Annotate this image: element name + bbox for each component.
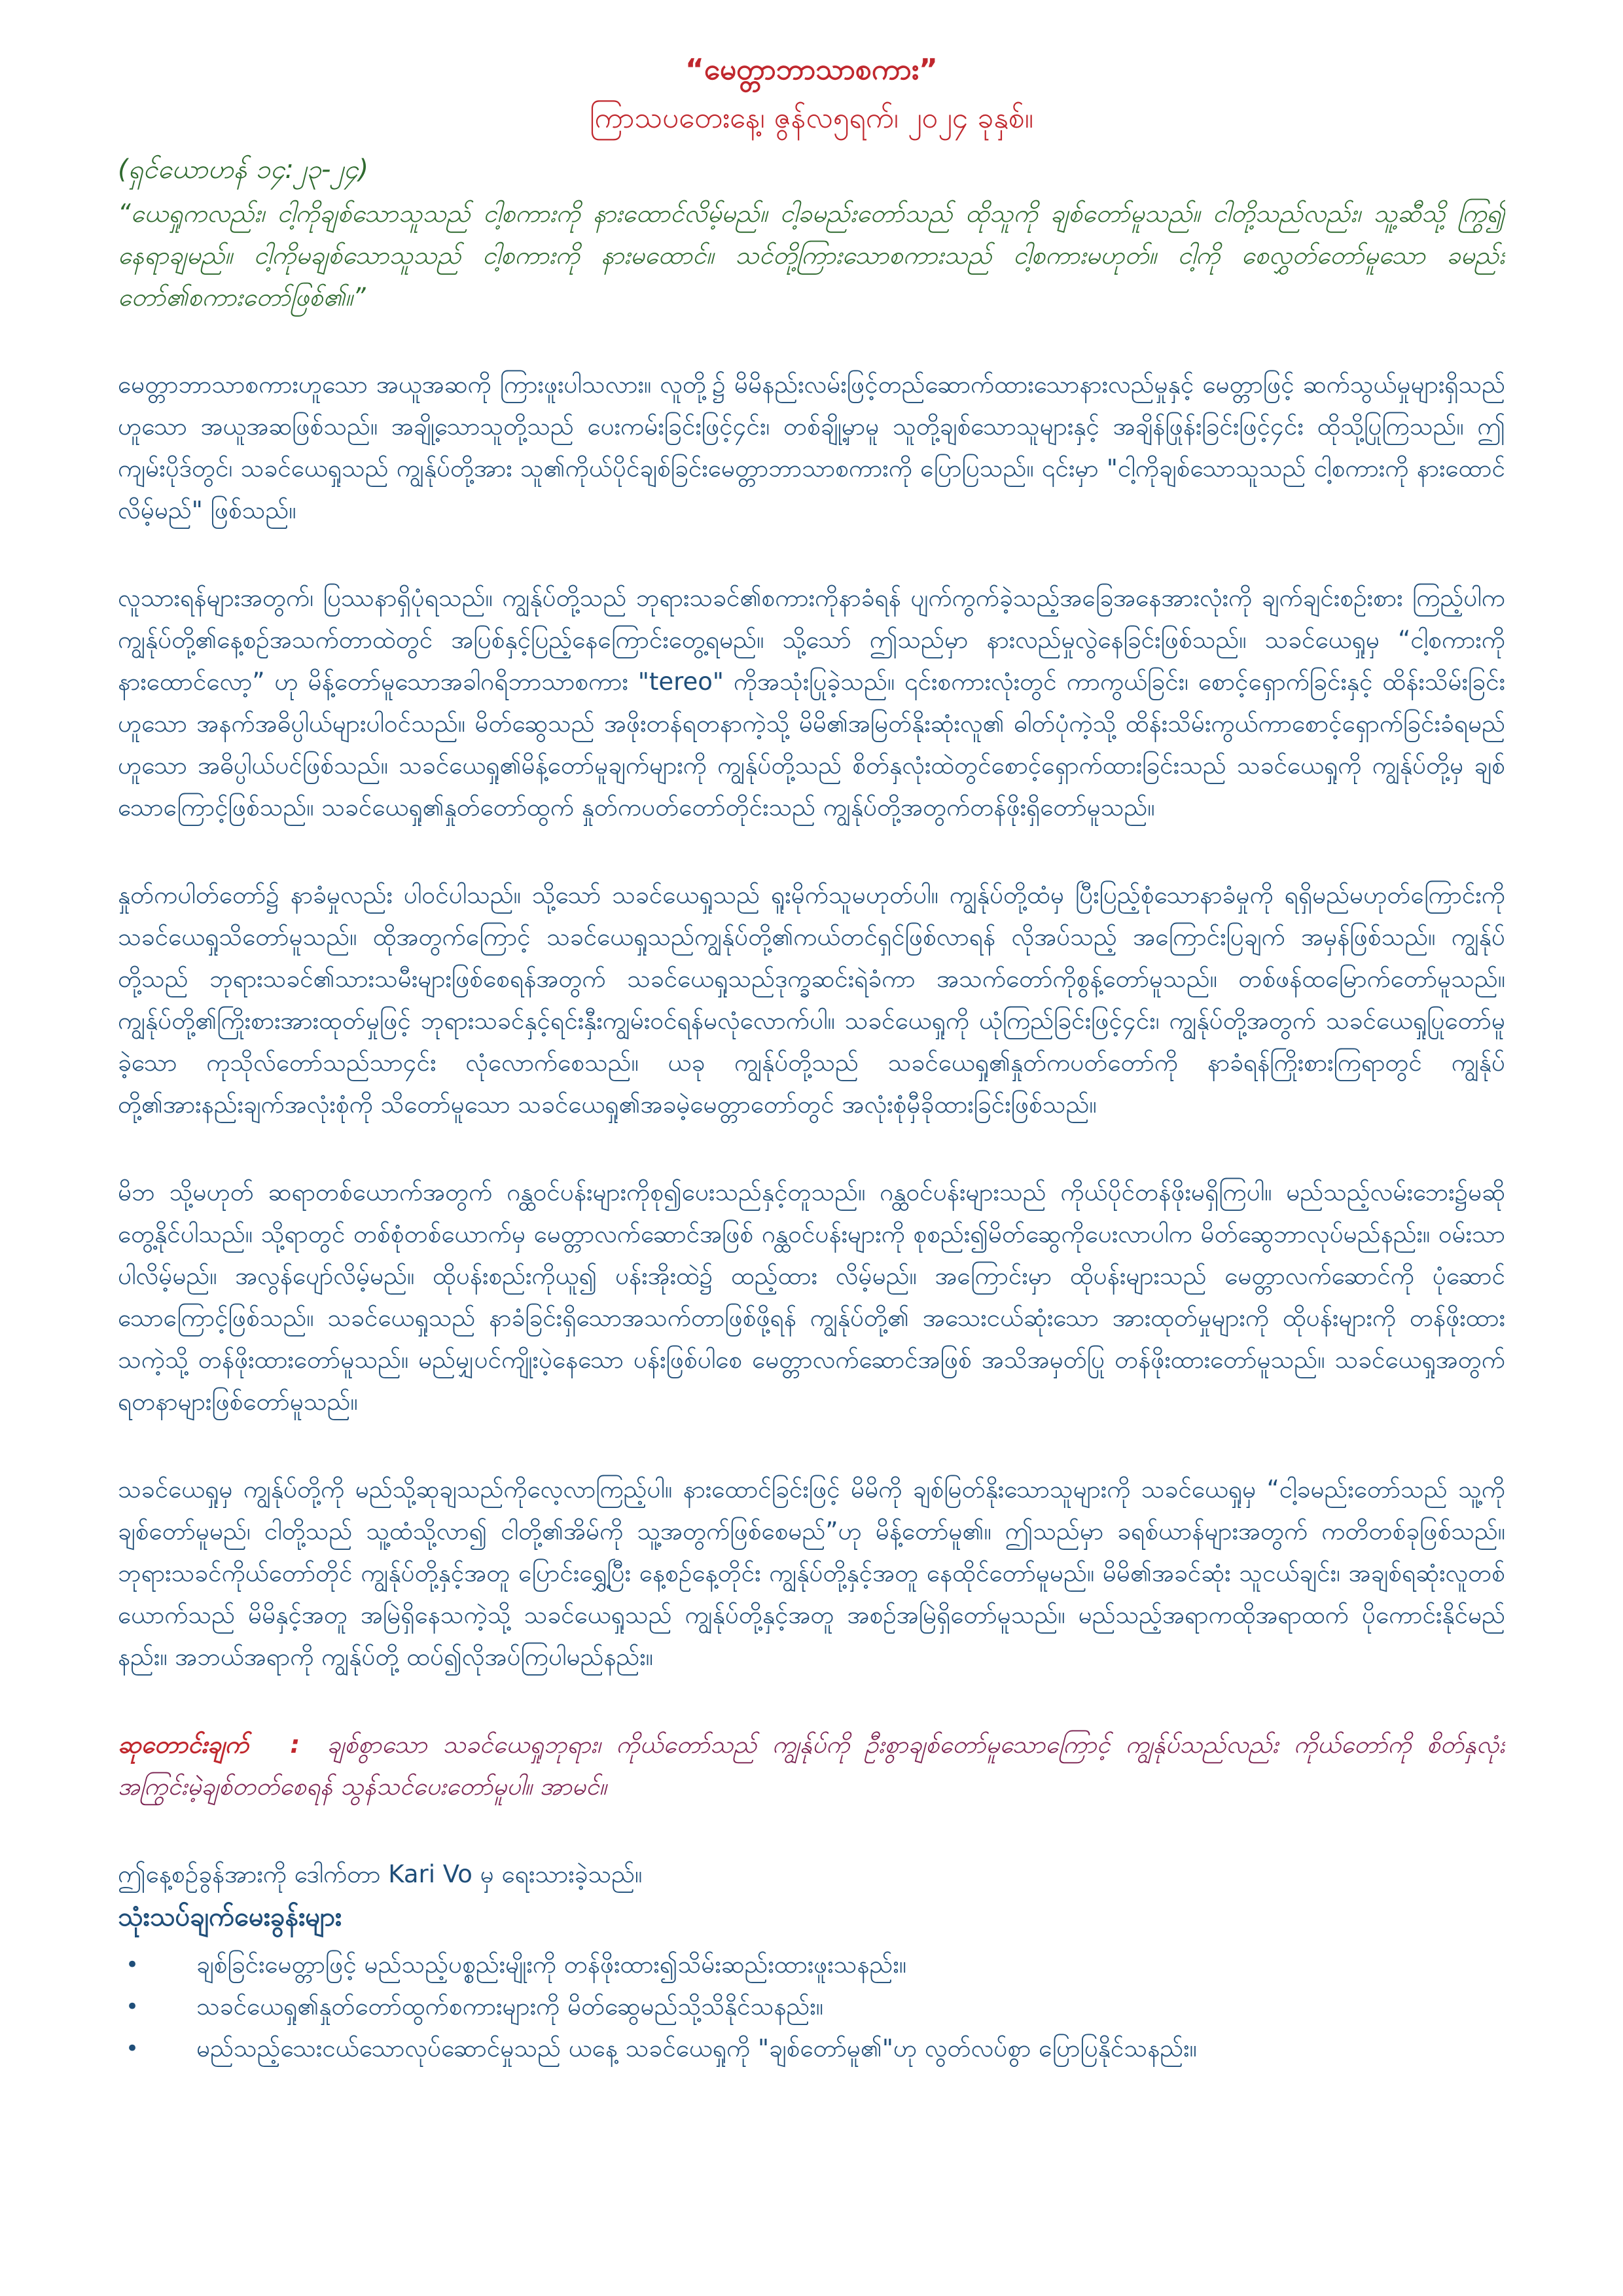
prayer-separator: : <box>290 1731 300 1759</box>
date-line: ကြာသပတေးနေ့၊ ဇွန်လ၅ရက်၊ ၂၀၂၄ ခုနှစ်။ <box>589 101 1034 135</box>
body-paragraph-5: သခင်ယေရှုမှ ကျွန်ုပ်တို့ကို မည်သို့ဆုချသည်ကိုလေ့လာကြည့်ပါ။ နားထောင်ခြင်းဖြင့် မိမိကို ချစ်မြတ်နိုးသောသူများကို သခင်ယေရှုမှ “ငါ့ခမည်းတော်သည် သူ့ကို ချစ်တော်မူမည်၊ ငါတို့သည် သူ့ထံသို့လာ၍ ငါတို့၏အိမ်ကို သူ့အတွက်ဖြစ်စေမည်”ဟု မိန့်တော်မူ၏။ ဤသည်မှာ ခရစ်ယာန်များအတွက် ကတိတစ်ခုဖြစ်သည်။ ဘုရားသခင်ကိုယ်တော်တိုင် ကျွန်ုပ်တို့နှင့်အတူ ပြောင်းရွှေ့ပြီး နေ့စဉ်နေ့တိုင်း ကျွန်ုပ်တို့နှင့်အတူ နေထိုင်တော်မူမည်။ မိမိ၏အခင်ဆုံး သူငယ်ချင်း၊ အချစ်ရဆုံးလူတစ်ယောက်သည် မိမိနှင့်အတူ အမြဲရှိနေသကဲ့သို့ သခင်ယေရှုသည် ကျွန်ုပ်တို့နှင့်အတူ အစဉ်အမြဲရှိတော်မူသည်။ မည်သည့်အရာကထိုအရာထက် ပိုကောင်းနိုင်မည်နည်း။ အဘယ်အရာကို ကျွန်ုပ်တို့ ထပ်၍လိုအပ်ကြပါမည်နည်း။ <box>118 1475 1505 1671</box>
page-title: “မေတ္တာဘာသာစကား” <box>685 53 938 86</box>
questions-list <box>118 1944 1505 2070</box>
question-item <box>118 1986 1505 2028</box>
bullet-icon: • <box>126 1994 139 2020</box>
body-paragraph-3: နှုတ်ကပါတ်တော်၌ နာခံမှုလည်း ပါဝင်ပါသည်။ သို့သော် သခင်ယေရှုသည် ရူးမိုက်သူမဟုတ်ပါ။ ကျွန်ုပ်တို့ထံမှ ပြီးပြည့်စုံသောနာခံမှုကို ရရှိမည်မဟုတ်ကြောင်းကို သခင်ယေရှုသိတော်မူသည်။ ထိုအတွက်ကြောင့် သခင်ယေရှုသည်ကျွန်ုပ်တို့၏ကယ်တင်ရှင်ဖြစ်လာရန် လိုအပ်သည့် အကြောင်းပြချက် အမှန်ဖြစ်သည်။ ကျွန်ုပ်တို့သည် ဘုရားသခင်၏သားသမီးများဖြစ်စေရန်အတွက် သခင်ယေရှုသည်ဒုက္ခဆင်းရဲခံကာ အသက်တော်ကိုစွန့်တော်မူသည်။ တစ်ဖန်ထမြောက်တော်မူသည်။ ကျွန်ုပ်တို့၏ကြိုးစားအားထုတ်မှုဖြင့် ဘုရားသခင်နှင့်ရင်းနှီးကျွမ်းဝင်ရန်မလုံလောက်ပါ။ သခင်ယေရှုကို ယုံကြည်ခြင်းဖြင့်၄င်း၊ ကျွန်ုပ်တို့အတွက် သခင်ယေရှုပြုတော်မူခဲ့သော ကုသိုလ်တော်သည်သာ၄င်း လုံလောက်စေသည်။ ယခု ကျွန်ုပ်တို့သည် သခင်ယေရှု၏နှုတ်ကပတ်တော်ကို နာခံရန်ကြိုးစားကြရာတွင် ကျွန်ုပ်တို့၏အားနည်းချက်အလုံးစုံကို သိတော်မူသော သခင်ယေရှု၏အခမဲ့မေတ္တာတော်တွင် အလုံးစုံမှီခိုထားခြင်းဖြစ်သည်။ <box>118 881 1505 1119</box>
questions-heading: သုံးသပ်ချက်မေးခွန်းများ <box>118 1902 342 1932</box>
prayer-label: ဆုတောင်းချက် <box>118 1731 249 1759</box>
question-item <box>118 2028 1505 2070</box>
bullet-icon: • <box>126 1952 139 1978</box>
prayer-text: ချစ်စွာသော သခင်ယေရှုဘုရား၊ ကိုယ်တော်သည် ကျွန်ုပ်ကို ဦးစွာချစ်တော်မူသောကြောင့် ကျွန်ုပ်သည်လည်း ကိုယ်တော်ကို စိတ်နှလုံးအကြွင်းမဲ့ချစ်တတ်စေရန် သွန်သင်ပေးတော်မူပါ။ အာမင်။ <box>118 1731 1505 1801</box>
devotional-page <box>118 46 1505 2271</box>
question-text: ချစ်ခြင်းမေတ္တာဖြင့် မည်သည့်ပစ္စည်းမျိုးကို တန်ဖိုးထား၍သိမ်းဆည်းထားဖူးသနည်း။ <box>196 1950 906 1979</box>
question-item <box>118 1944 1505 1986</box>
author-line: ဤနေ့စဉ်ခွန်အားကို ဒေါက်တာ Kari Vo မှ ရေးသားခဲ့သည်။ <box>118 1860 643 1888</box>
body-paragraph-1: မေတ္တာဘာသာစကားဟူသော အယူအဆကို ကြားဖူးပါသလား။ လူတို့၌ မိမိနည်းလမ်းဖြင့်တည်ဆောက်ထားသောနားလည်မှုနှင့် မေတ္တာဖြင့် ဆက်သွယ်မှုများရှိသည်ဟူသော အယူအဆဖြစ်သည်။ အချို့သောသူတို့သည် ပေးကမ်းခြင်းဖြင့်၄င်း၊ တစ်ချို့မှာမူ သူတို့ချစ်သောသူများနှင့် အချိန်ဖြုန်းခြင်းဖြင့်၄င်း ထိုသို့ပြုကြသည်။ ဤကျမ်းပိုဒ်တွင်၊ သခင်ယေရှုသည် ကျွန်ုပ်တို့အား သူ၏ကိုယ်ပိုင်ချစ်ခြင်းမေတ္တာဘာသာစကားကို ပြောပြသည်။ ၎င်းမှာ "ငါ့ကိုချစ်သောသူသည် ငါ့စကားကို နားထောင်လိမ့်မည်" ဖြစ်သည်။ <box>118 370 1505 524</box>
question-text: သခင်ယေရှု၏နှုတ်တော်ထွက်စကားများကို မိတ်ဆွေမည်သို့သိနိုင်သနည်း။ <box>196 1992 823 2020</box>
scripture-reference: (ရှင်ယောဟန် ၁၄:၂၃-၂၄) <box>118 154 369 185</box>
question-text: မည်သည့်သေးငယ်သောလုပ်ဆောင်မှုသည် ယနေ့ သခင်ယေရှုကို "ချစ်တော်မူ၏"ဟု လွတ်လပ်စွာ ပြောပြနိုင်သနည်း။ <box>196 2034 1197 2062</box>
body-paragraph-2: လူသားရန်များအတွက်၊ ပြဿနာရှိပုံရသည်။ ကျွန်ုပ်တို့သည် ဘုရားသခင်၏စကားကိုနာခံရန် ပျက်ကွက်ခဲ့သည့်အခြေအနေအားလုံးကို ချက်ချင်းစဉ်းစား ကြည့်ပါက ကျွန်ုပ်တို့၏နေ့စဉ်အသက်တာထဲတွင် အပြစ်နှင့်ပြည့်နေကြောင်းတွေ့ရမည်။ သို့သော် ဤသည်မှာ နားလည်မှုလွဲနေခြင်းဖြစ်သည်။ သခင်ယေရှုမှ “ငါ့စကားကို နားထောင်လော့” ဟု မိန့်တော်မူသောအခါဂရိဘာသာစကား "tereo" ကိုအသုံးပြုခဲ့သည်။ ၎င်းစကားလုံးတွင် ကာကွယ်ခြင်း၊ စောင့်ရှောက်ခြင်းနှင့် ထိန်းသိမ်းခြင်းဟူသော အနက်အဓိပ္ပါယ်များပါဝင်သည်။ မိတ်ဆွေသည် အဖိုးတန်ရတနာကဲ့သို့ မိမိ၏အမြတ်နိုးဆုံးလူ၏ ဓါတ်ပုံကဲ့သို့ ထိန်းသိမ်းကွယ်ကာစောင့်ရှောက်ခြင်းခံရမည်ဟူသော အဓိပ္ပါယ်ပင်ဖြစ်သည်။ သခင်ယေရှု၏မိန့်တော်မူချက်များကို ကျွန်ုပ်တို့သည် စိတ်နှလုံးထဲတွင်စောင့်ရှောက်ထားခြင်းသည် သခင်ယေရှုကို ကျွန်ုပ်တို့မှ ချစ်သောကြောင့်ဖြစ်သည်။ သခင်ယေရှု၏နှုတ်တော်ထွက် နှုတ်ကပတ်တော်တိုင်းသည် ကျွန်ုပ်တို့အတွက်တန်ဖိုးရှိတော်မူသည်။ <box>118 584 1505 821</box>
scripture-text: “ယေရှုကလည်း၊ ငါ့ကိုချစ်သောသူသည် ငါ့စကားကို နားထောင်လိမ့်မည်။ ငါ့ခမည်းတော်သည် ထိုသူကို ချစ်တော်မူသည်။ ငါတို့သည်လည်း၊ သူ့ဆီသို့ ကြွ၍ နေရာချမည်။ ငါ့ကိုမချစ်သောသူသည် ငါ့စကားကို နားမထောင်။ သင်တို့ကြားသောစကားသည် ငါ့စကားမဟုတ်။ ငါ့ကို စေလွှတ်တော်မူသော ခမည်းတော်၏စကားတော်ဖြစ်၏။” <box>118 199 1505 312</box>
body-paragraph-4: မိဘ သို့မဟုတ် ဆရာတစ်ယောက်အတွက် ဂန္ထဝင်ပန်းများကိုစု၍ပေးသည်နှင့်တူသည်။ ဂန္ထဝင်ပန်းများသည် ကိုယ်ပိုင်တန်ဖိုးမရှိကြပါ။ မည်သည့်လမ်းဘေး၌မဆို တွေ့နိုင်ပါသည်။ သို့ရာတွင် တစ်စုံတစ်ယောက်မှ မေတ္တာလက်ဆောင်အဖြစ် ဂန္ထဝင်ပန်းများကို စုစည်း၍မိတ်ဆွေကိုပေးလာပါက မိတ်ဆွေဘာလုပ်မည်နည်း။ ဝမ်းသာပါလိမ့်မည်။ အလွန်ပျော်လိမ့်မည်။ ထိုပန်းစည်းကိုယူ၍ ပန်းအိုးထဲ၌ ထည့်ထား လိမ့်မည်။ အကြောင်းမှာ ထိုပန်းများသည် မေတ္တာလက်ဆောင်ကို ပုံဆောင်သောကြောင့်ဖြစ်သည်။ သခင်ယေရှုသည် နာခံခြင်းရှိသောအသက်တာဖြစ်ဖို့ရန် ကျွန်ုပ်တို့၏ အသေးငယ်ဆုံးသော အားထုတ်မှုများကို ထိုပန်းများကို တန်ဖိုးထားသကဲ့သို့ တန်ဖိုးထားတော်မူသည်။ မည်မျှပင်ကျိုးပဲ့နေသော ပန်းဖြစ်ပါစေ မေတ္တာလက်ဆောင်အဖြစ် အသိအမှတ်ပြု တန်ဖိုးထားတော်မူသည်။ သခင်ယေရှုအတွက် ရတနာများဖြစ်တော်မူသည်။ <box>118 1178 1505 1416</box>
prayer-block <box>118 1724 1505 1808</box>
bullet-icon: • <box>126 2036 139 2062</box>
